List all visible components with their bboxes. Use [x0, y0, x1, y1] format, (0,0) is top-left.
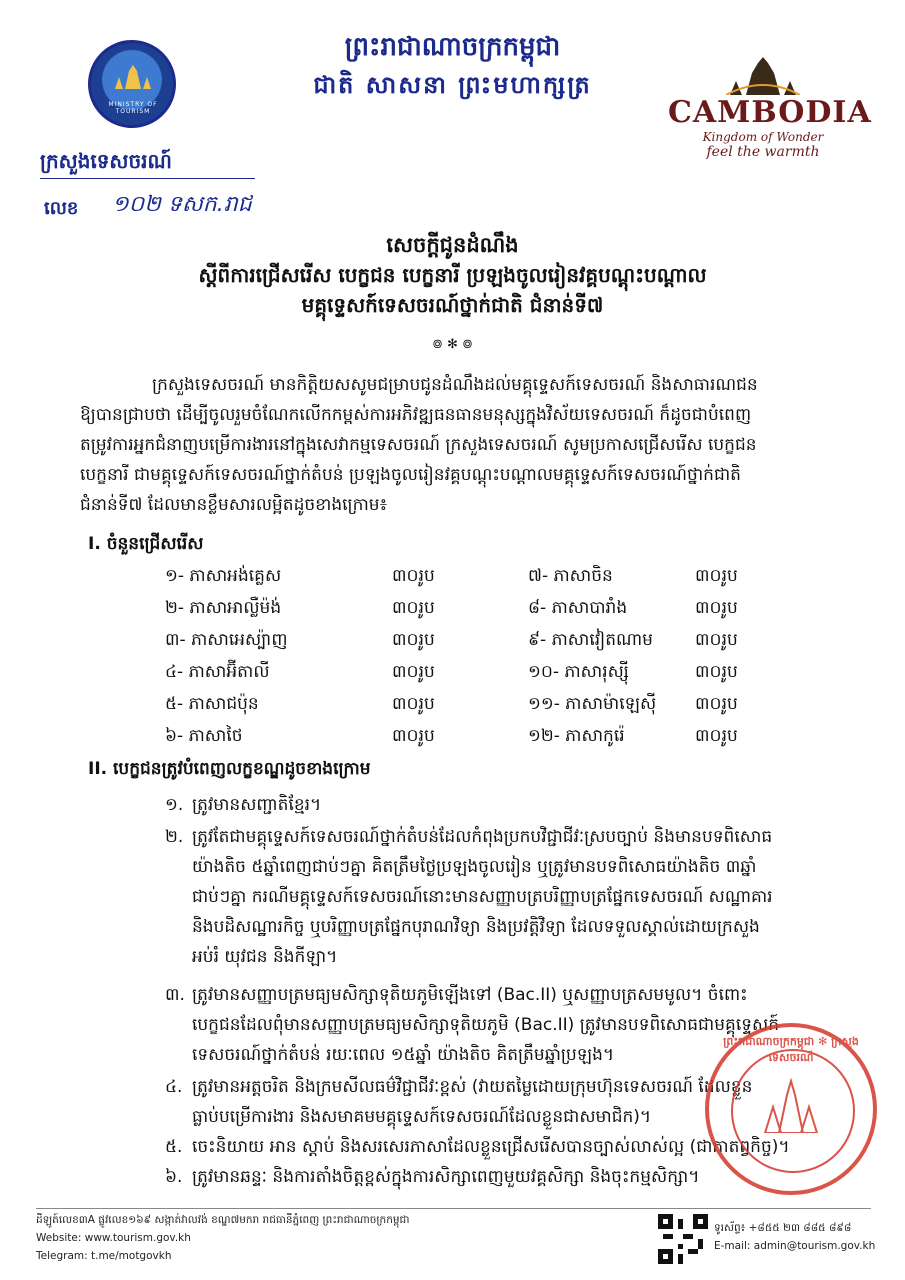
intro-paragraph	[80, 370, 870, 520]
quota-label: ២- ភាសាអាល្លឺម៉ង់	[165, 598, 282, 618]
motto-heading: ជាតិ សាសនា ព្រះមហាក្សត្រ	[313, 71, 592, 99]
requirement-line: ចេះនិយាយ អាន ស្តាប់ និងសរសេរភាសាដែលខ្លួនជ្រើសរើសបានច្បាស់លាស់ល្អ (ជាកាតព្វកិច្ច)។	[192, 1137, 790, 1157]
ornament-divider: ៙ ✻ ៙	[432, 337, 473, 352]
requirement-number: ៤.	[165, 1077, 183, 1097]
quota-count: ៣០រូប	[695, 566, 738, 586]
intro-line: តម្រូវការអ្នកជំនាញបម្រើការងារនៅក្នុងសេវាកម្មទេសចរណ៍ ក្រសួងទេសចរណ៍ សូមប្រកាសជ្រើសរើស បេក្ខជន	[80, 435, 757, 455]
cambodia-brand-logo	[668, 55, 872, 165]
requirement-number: ២.	[165, 827, 184, 847]
quota-label: ៩- ភាសាវៀតណាម	[528, 630, 653, 650]
requirement-line: ធ្លាប់បម្រើការងារ និងសមាគមមគ្គុទ្ទេសក៍ទេសចរណ៍ដែលខ្លួនជាសមាជិក)។	[192, 1107, 652, 1127]
notice-subject-line-2: មគ្គុទ្ទេសក៍ទេសចរណ៍ថ្នាក់ជាតិ ជំនាន់ទី៧	[301, 293, 604, 317]
footer-address: ដីឡូត៍លេខ៣A ផ្លូវលេខ១៦៩ សង្កាត់វាលវង់ ខណ្ឌ៧មករា រាជធានីភ្នំពេញ ព្រះរាជាណាចក្រកម្ពុជា	[36, 1214, 410, 1226]
quota-label: ៥- ភាសាជប៉ុន	[165, 694, 259, 714]
requirement-line: បេក្ខជនដែលពុំមានសញ្ញាបត្រមធ្យមសិក្សាទុតិយភូមិ (Bac.II) ត្រូវមានបទពិសោធជាមគ្គុទ្ទេសក៍	[192, 1015, 779, 1035]
brand-word: CAMBODIA	[668, 95, 872, 130]
requirement-text	[192, 822, 872, 972]
quota-label: ១២- ភាសាកូរ៉េ	[528, 726, 625, 746]
intro-line: ឱ្យបានជ្រាបថា ដើម្បីចូលរួមចំណែកលើកកម្ពស់ការអភិវឌ្ឍធនធានមនុស្សក្នុងវិស័យទេសចរណ៍ ក៏ដូចជាបំពេញ	[80, 405, 752, 425]
intro-line: ក្រសួងទេសចរណ៍ មានកិត្តិយសសូមជម្រាបជូនដំណឹងដល់មគ្គុទ្ទេសក៍ទេសចរណ៍ និងសាធារណជន	[152, 375, 758, 395]
quota-count: ៣០រូប	[392, 726, 435, 746]
requirement-number: ៥.	[165, 1137, 183, 1157]
requirement-line: ត្រូវមានសញ្ជាតិខ្មែរ។	[192, 795, 322, 815]
doc-number-label: លេខ	[44, 198, 79, 219]
ministry-underline	[40, 178, 255, 179]
section-2-title: II. បេក្ខជនត្រូវបំពេញលក្ខខណ្ឌដូចខាងក្រោម	[88, 759, 371, 779]
requirement-line: ត្រូវមានអត្តចរិត និងក្រមសីលធម៌វិជ្ជាជីវៈខ្ពស់ (វាយតម្លៃដោយក្រុមហ៊ុនទេសចរណ៍ ដែលខ្លួន	[192, 1077, 753, 1097]
requirement-line: ត្រូវតែជាមគ្គុទ្ទេសក៍ទេសចរណ៍ថ្នាក់តំបន់ដែលកំពុងប្រកបវិជ្ជាជីវៈស្របច្បាប់ និងមានបទពិសោធ	[192, 827, 773, 847]
ministry-logo	[88, 40, 176, 128]
requirement-number: ១.	[165, 795, 184, 815]
quota-count: ៣០រូប	[392, 662, 435, 682]
intro-line: បេក្ខនារី ជាមគ្គុទ្ទេសក៍ទេសចរណ៍ថ្នាក់តំបន់ ប្រឡងចូលរៀនវគ្គបណ្តុះបណ្តាលមគ្គុទ្ទេសក៍ទេសចរណ៍ថ្នាក់ជាតិ	[80, 465, 741, 485]
section-1-title: I. ចំនួនជ្រើសរើស	[88, 534, 204, 554]
notice-subject-line-1: ស្តីពីការជ្រើសរើស បេក្ខជន បេក្ខនារី ប្រឡងចូលរៀនវគ្គបណ្តុះបណ្តាល	[198, 263, 707, 287]
temple-icon	[113, 63, 153, 89]
quota-count: ៣០រូប	[392, 566, 435, 586]
angkor-icon	[726, 55, 800, 95]
footer-website: Website: www.tourism.gov.kh	[36, 1232, 191, 1244]
quota-count: ៣០រូប	[695, 630, 738, 650]
footer-divider	[36, 1208, 871, 1209]
quota-label: ៦- ភាសាថៃ	[165, 726, 243, 746]
requirement-line: យ៉ាងតិច ៥ឆ្នាំពេញជាប់ៗគ្នា គិតត្រឹមថ្ងៃប្រឡងចូលរៀន ឬត្រូវមានបទពិសោធយ៉ាងតិច ៣ឆ្នាំ	[192, 857, 757, 877]
quota-label: ១០- ភាសារុស្ស៊ី	[528, 662, 629, 682]
qr-code-icon	[658, 1214, 708, 1264]
stamp-text: ព្រះរាជាណាចក្រកម្ពុជា ✻ ក្រសួងទេសចរណ៍	[723, 1035, 859, 1064]
quota-count: ៣០រូប	[695, 598, 738, 618]
quota-count: ៣០រូប	[695, 726, 738, 746]
quota-count: ៣០រូប	[695, 694, 738, 714]
footer-telegram: Telegram: t.me/motgovkh	[36, 1250, 172, 1262]
official-stamp	[705, 1023, 877, 1195]
stamp-temple-icon	[761, 1077, 821, 1133]
requirement-text	[192, 790, 872, 820]
requirement-line: ត្រូវមានសញ្ញាបត្រមធ្យមសិក្សាទុតិយភូមិឡើងទៅ (Bac.II) ឬសញ្ញាបត្រសមមូល។ ចំពោះ	[192, 985, 748, 1005]
brand-slogan: feel the warmth	[706, 144, 820, 160]
footer-phone: ទូរស័ព្ទ៖ +៨៥៥ ២៣ ៨៨៥ ៨៩៨	[714, 1222, 852, 1234]
doc-number-value: ១០២ ទសក.រាជ	[112, 192, 252, 217]
kingdom-heading: ព្រះរាជាណាចក្រកម្ពុជា	[344, 32, 561, 62]
quota-count: ៣០រូប	[392, 630, 435, 650]
quota-label: ៤- ភាសាអ៊ីតាលី	[165, 662, 270, 682]
requirement-line: អប់រំ យុវជន និងកីឡា។	[192, 947, 338, 967]
quota-count: ៣០រូប	[392, 694, 435, 714]
brand-tagline: Kingdom of Wonder	[702, 130, 824, 144]
ministry-name: ក្រសួងទេសចរណ៍	[40, 149, 172, 173]
requirement-number: ៦.	[165, 1167, 183, 1187]
footer-email: E-mail: admin@tourism.gov.kh	[714, 1240, 876, 1252]
quota-label: ៨- ភាសាបារាំង	[528, 598, 628, 618]
requirement-line: ត្រូវមានឆន្ទៈ និងការតាំងចិត្តខ្ពស់ក្នុងការសិក្សាពេញមួយវគ្គសិក្សា និងចុះកម្មសិក្សា។	[192, 1167, 700, 1187]
requirement-number: ៣.	[165, 985, 185, 1005]
intro-line: ជំនាន់ទី៧ ដែលមានខ្លឹមសារលម្អិតដូចខាងក្រោម៖	[80, 495, 388, 515]
quota-label: ១- ភាសាអង់គ្លេស	[165, 566, 282, 586]
requirement-line: និងបដិសណ្ឋារកិច្ច ឬបរិញ្ញាបត្រផ្នែកបុរាណវិទ្យា និងប្រវត្តិវិទ្យា ដែលទទួលស្គាល់ដោយក្រសួង	[192, 917, 760, 937]
ministry-logo-text: MINISTRY OF TOURISM	[108, 101, 158, 115]
quota-count: ៣០រូប	[392, 598, 435, 618]
requirement-line: ជាប់ៗគ្នា ករណីមគ្គុទ្ទេសក៍ទេសចរណ៍នោះមានសញ្ញាបត្របរិញ្ញាបត្រផ្នែកទេសចរណ៍ សណ្ឋាគារ	[192, 887, 773, 907]
quota-label: ៣- ភាសាអេស្ប៉ាញ	[165, 630, 288, 650]
quota-label: ១១- ភាសាម៉ាឡេស៊ី	[528, 694, 657, 714]
notice-title: សេចក្តីជូនដំណឹង	[386, 233, 519, 257]
requirement-line: ទេសចរណ៍ថ្នាក់តំបន់ រយៈពេល ១៥ឆ្នាំ យ៉ាងតិច គិតត្រឹមឆ្នាំប្រឡង។	[192, 1045, 615, 1065]
quota-count: ៣០រូប	[695, 662, 738, 682]
quota-label: ៧- ភាសាចិន	[528, 566, 613, 586]
